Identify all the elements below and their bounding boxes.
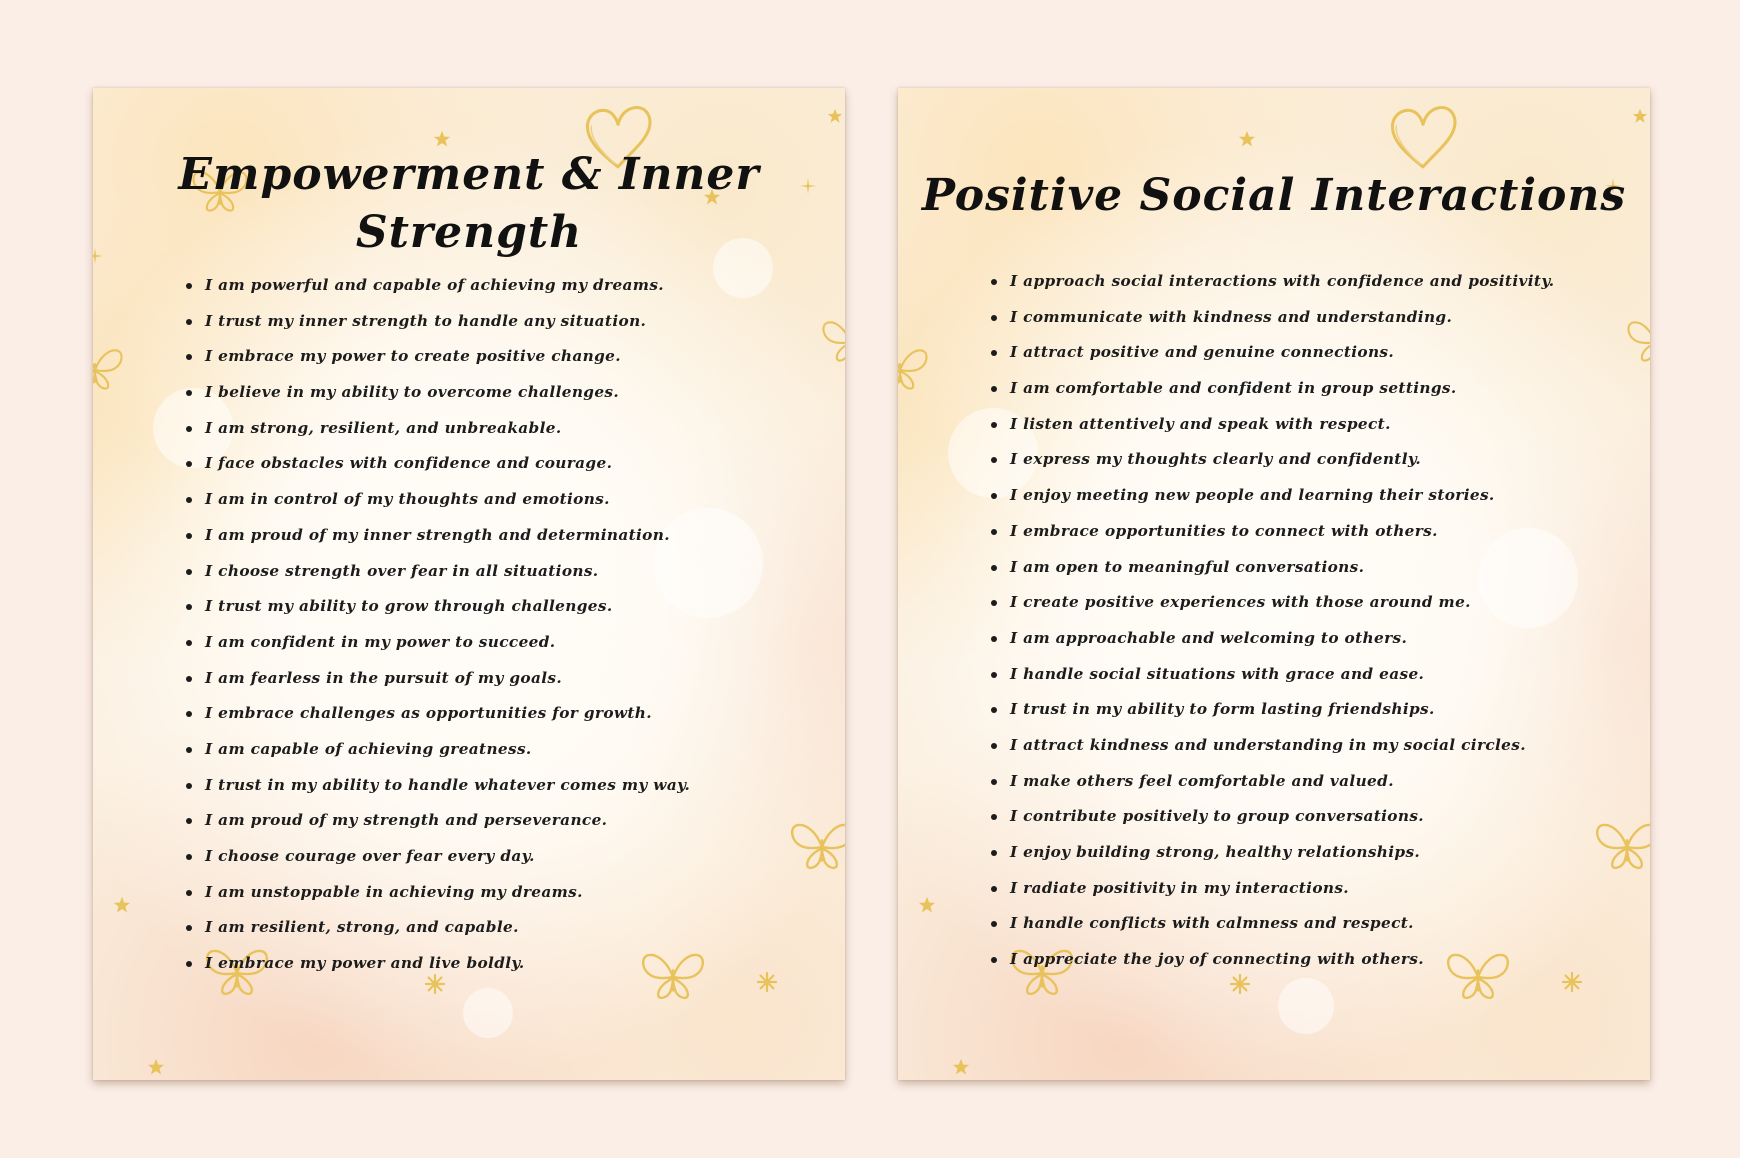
bullet-icon xyxy=(991,493,997,499)
list-item xyxy=(186,518,690,554)
bullet-icon xyxy=(186,283,192,289)
bullet-icon xyxy=(186,533,192,539)
bullet-icon xyxy=(186,854,192,860)
affirmation-text: I communicate with kindness and understanding. xyxy=(1010,307,1453,326)
affirmation-text: I choose strength over fear in all situations. xyxy=(205,561,599,580)
bullet-icon xyxy=(186,640,192,646)
bullet-icon xyxy=(991,743,997,749)
star-icon xyxy=(918,896,936,914)
bullet-icon xyxy=(991,957,997,963)
affirmation-text: I trust in my ability to form lasting friendships. xyxy=(1010,700,1435,719)
bokeh-light xyxy=(1278,978,1334,1034)
bullet-icon xyxy=(991,422,997,428)
affirmation-text: I listen attentively and speak with respect. xyxy=(1010,414,1391,433)
bullet-icon xyxy=(991,565,997,571)
affirmation-text: I trust my ability to grow through challenges. xyxy=(205,597,613,616)
list-item xyxy=(186,625,690,661)
affirmation-text: I create positive experiences with those around me. xyxy=(1010,593,1471,612)
bullet-icon xyxy=(991,921,997,927)
affirmation-text: I handle social situations with grace and ease. xyxy=(1010,664,1425,683)
list-item xyxy=(991,335,1554,371)
affirmation-text: I am proud of my strength and perseverance. xyxy=(205,811,608,830)
affirmation-page-social xyxy=(898,88,1650,1080)
list-item xyxy=(186,661,690,697)
bullet-icon xyxy=(186,426,192,432)
sparkle-icon xyxy=(800,178,816,194)
affirmation-text: I radiate positivity in my interactions. xyxy=(1010,878,1349,897)
bullet-icon xyxy=(186,818,192,824)
list-item xyxy=(186,696,690,732)
affirmation-text: I embrace opportunities to connect with others. xyxy=(1010,521,1438,540)
bullet-icon xyxy=(991,672,997,678)
list-item xyxy=(186,554,690,590)
affirmation-text: I am resilient, strong, and capable. xyxy=(205,918,519,937)
list-item xyxy=(991,835,1554,871)
bullet-icon xyxy=(991,886,997,892)
affirmation-text: I am open to meaningful conversations. xyxy=(1010,557,1365,576)
sparkle-icon xyxy=(93,248,103,264)
bullet-icon xyxy=(991,386,997,392)
burst-icon xyxy=(1562,972,1582,992)
list-item xyxy=(991,371,1554,407)
page-title: Positive Social Interactions xyxy=(921,170,1627,221)
star-icon xyxy=(113,896,131,914)
list-item xyxy=(991,799,1554,835)
list-item xyxy=(186,910,690,946)
affirmation-text: I am powerful and capable of achieving my dreams. xyxy=(205,276,664,294)
affirmation-text: I embrace my power to create positive change. xyxy=(205,347,621,366)
list-item xyxy=(991,300,1554,336)
list-item xyxy=(186,339,690,375)
list-item xyxy=(991,692,1554,728)
bullet-icon xyxy=(186,319,192,325)
list-item xyxy=(991,407,1554,443)
list-item xyxy=(186,803,690,839)
affirmation-text: I trust in my ability to handle whatever comes my way. xyxy=(205,775,691,794)
affirmation-text: I am capable of achieving greatness. xyxy=(205,739,532,758)
bokeh-light xyxy=(463,988,513,1038)
list-item xyxy=(186,304,690,340)
affirmation-text: I attract positive and genuine connections. xyxy=(1010,343,1395,362)
butterfly-icon xyxy=(1593,820,1650,874)
star-icon xyxy=(147,1058,165,1076)
butterfly-icon xyxy=(1625,318,1650,366)
bullet-icon xyxy=(186,925,192,931)
affirmation-text: I contribute positively to group conversations. xyxy=(1010,807,1424,826)
bullet-icon xyxy=(186,890,192,896)
bullet-icon xyxy=(991,279,997,285)
list-item xyxy=(186,946,690,982)
star-icon xyxy=(1632,108,1648,124)
bullet-icon xyxy=(186,569,192,575)
affirmation-text: I am comfortable and confident in group settings. xyxy=(1010,379,1457,398)
heart-icon xyxy=(1385,100,1461,176)
list-item xyxy=(991,942,1554,978)
bullet-icon xyxy=(186,461,192,467)
affirmation-text: I appreciate the joy of connecting with others. xyxy=(1010,950,1424,969)
star-icon xyxy=(952,1058,970,1076)
burst-icon xyxy=(757,972,777,992)
affirmation-page-empowerment xyxy=(93,88,845,1080)
list-item xyxy=(991,906,1554,942)
list-item xyxy=(186,482,690,518)
bullet-icon xyxy=(991,707,997,713)
list-item xyxy=(991,871,1554,907)
bullet-icon xyxy=(991,636,997,642)
butterfly-icon xyxy=(820,318,845,366)
list-item xyxy=(991,585,1554,621)
list-item xyxy=(991,657,1554,693)
affirmation-text: I handle conflicts with calmness and respect. xyxy=(1010,914,1414,933)
bullet-icon xyxy=(991,350,997,356)
star-icon xyxy=(827,108,843,124)
affirmation-text: I embrace my power and live boldly. xyxy=(205,954,525,973)
affirmation-text: I attract kindness and understanding in my social circles. xyxy=(1010,735,1526,754)
bullet-icon xyxy=(186,783,192,789)
affirmation-text: I choose courage over fear every day. xyxy=(205,847,535,865)
affirmation-text: I make others feel comfortable and valued. xyxy=(1010,771,1394,790)
list-item xyxy=(186,375,690,411)
affirmation-text: I trust my inner strength to handle any situation. xyxy=(205,311,647,330)
affirmation-text: I embrace challenges as opportunities for growth. xyxy=(205,704,652,723)
bullet-icon xyxy=(186,747,192,753)
list-item xyxy=(991,264,1554,300)
list-item xyxy=(186,446,690,482)
affirmation-text: I enjoy meeting new people and learning their stories. xyxy=(1010,486,1495,505)
list-item xyxy=(186,839,690,875)
list-item xyxy=(186,732,690,768)
list-item xyxy=(991,621,1554,657)
star-icon xyxy=(1238,130,1256,148)
bullet-icon xyxy=(991,779,997,785)
bullet-icon xyxy=(186,604,192,610)
affirmation-text: I am strong, resilient, and unbreakable. xyxy=(205,418,562,437)
bullet-icon xyxy=(991,814,997,820)
bullet-icon xyxy=(186,354,192,360)
affirmation-text: I face obstacles with confidence and courage. xyxy=(205,454,613,473)
bullet-icon xyxy=(991,457,997,463)
bullet-icon xyxy=(991,850,997,856)
list-item xyxy=(186,875,690,911)
bullet-icon xyxy=(991,529,997,535)
list-item xyxy=(991,478,1554,514)
butterfly-icon xyxy=(93,346,125,394)
butterfly-icon xyxy=(788,820,845,874)
affirmation-text: I am unstoppable in achieving my dreams. xyxy=(205,882,583,901)
affirmation-text: I express my thoughts clearly and confidently. xyxy=(1010,450,1422,469)
affirmation-text: I approach social interactions with confidence and positivity. xyxy=(1010,272,1555,290)
bullet-icon xyxy=(991,600,997,606)
butterfly-icon xyxy=(898,346,930,394)
list-item xyxy=(186,768,690,804)
affirmation-list xyxy=(991,264,1554,978)
bullet-icon xyxy=(186,390,192,396)
affirmation-text: I am in control of my thoughts and emotions. xyxy=(205,490,610,509)
list-item xyxy=(991,442,1554,478)
list-item xyxy=(991,514,1554,550)
list-item xyxy=(991,764,1554,800)
affirmation-text: I believe in my ability to overcome challenges. xyxy=(205,383,620,402)
affirmation-text: I am proud of my inner strength and determination. xyxy=(205,525,670,544)
bullet-icon xyxy=(186,497,192,503)
list-item xyxy=(186,589,690,625)
bullet-icon xyxy=(186,711,192,717)
bullet-icon xyxy=(991,315,997,321)
list-item xyxy=(186,411,690,447)
bullet-icon xyxy=(186,676,192,682)
page-title: Empowerment & Inner Strength xyxy=(178,149,760,258)
affirmation-text: I am fearless in the pursuit of my goals. xyxy=(205,668,563,687)
list-item xyxy=(991,550,1554,586)
list-item xyxy=(186,268,690,304)
affirmation-list xyxy=(186,268,690,982)
affirmation-text: I am confident in my power to succeed. xyxy=(205,632,556,651)
affirmation-text: I am approachable and welcoming to others. xyxy=(1010,628,1408,647)
list-item xyxy=(991,728,1554,764)
affirmation-text: I enjoy building strong, healthy relationships. xyxy=(1010,843,1421,861)
bullet-icon xyxy=(186,961,192,967)
